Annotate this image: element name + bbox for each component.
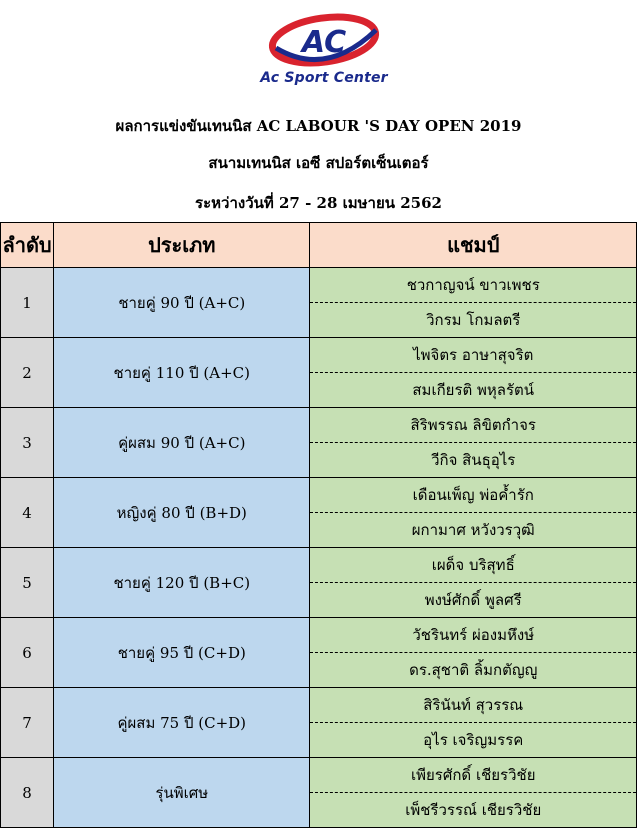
column-header-type: ประเภท [54, 223, 310, 268]
table-header-row [1, 223, 637, 268]
column-header-champion: แชมป์ [310, 223, 637, 268]
rank-cell: 3 [1, 408, 54, 478]
champion-cell: ไพจิตร อาษาสุจริต [310, 338, 637, 373]
champion-cell: อุไร เจริญมรรค [310, 723, 637, 758]
category-cell: คู่ผสม 90 ปี (A+C) [54, 408, 310, 478]
rank-cell: 8 [1, 758, 54, 828]
champion-cell: เดือนเพ็ญ พ่อค้ำรัก [310, 478, 637, 513]
champion-cell: พงษ์ศักดิ์ พูลศรี [310, 583, 637, 618]
champion-cell: สมเกียรติ พหุลรัตน์ [310, 373, 637, 408]
table-row [1, 618, 637, 653]
category-cell: หญิงคู่ 80 ปี (B+D) [54, 478, 310, 548]
rank-cell: 1 [1, 268, 54, 338]
table-row [1, 688, 637, 723]
rank-cell: 5 [1, 548, 54, 618]
category-cell: ชายคู่ 110 ปี (A+C) [54, 338, 310, 408]
category-cell: รุ่นพิเศษ [54, 758, 310, 828]
rank-cell: 2 [1, 338, 54, 408]
champion-cell: วีกิจ สินธุอุไร [310, 443, 637, 478]
champion-cell: สิริพรรณ ลิขิตกำจร [310, 408, 637, 443]
table-row [1, 268, 637, 303]
table-row [1, 338, 637, 373]
category-cell: ชายคู่ 120 ปี (B+C) [54, 548, 310, 618]
results-table [0, 222, 637, 828]
champion-cell: ชวกาญจน์ ขาวเพชร [310, 268, 637, 303]
table-row [1, 408, 637, 443]
column-header-rank: ลำดับ [1, 223, 54, 268]
rank-cell: 4 [1, 478, 54, 548]
champion-cell: เพ็ชรีวรรณ์ เชียรวิชัย [310, 793, 637, 828]
champion-cell: สิรินันท์ สุวรรณ [310, 688, 637, 723]
logo-monogram: AC [301, 25, 347, 60]
page-title: ผลการแข่งขันเทนนิส AC LABOUR 'S DAY OPEN 2019 [115, 117, 522, 135]
date-line: ระหว่างวันที่ 27 - 28 เมษายน 2562 [195, 194, 442, 212]
category-cell: ชายคู่ 90 ปี (A+C) [54, 268, 310, 338]
venue-line: สนามเทนนิส เอซี สปอร์ตเซ็นเตอร์ [208, 154, 429, 172]
champion-cell: ผกามาศ หวังวรวุฒิ [310, 513, 637, 548]
table-row [1, 478, 637, 513]
category-cell: ชายคู่ 95 ปี (C+D) [54, 618, 310, 688]
champion-cell: ดร.สุชาติ ลิ้มกตัญญู [310, 653, 637, 688]
champion-cell: วัชรินทร์ ผ่องมหึงษ์ [310, 618, 637, 653]
table-row [1, 548, 637, 583]
rank-cell: 7 [1, 688, 54, 758]
logo-name: Ac Sport Center [260, 70, 388, 86]
champion-cell: เผด็จ บริสุทธิ์ [310, 548, 637, 583]
table-row [1, 758, 637, 793]
rank-cell: 6 [1, 618, 54, 688]
champion-cell: เพียรศักดิ์ เชียรวิชัย [310, 758, 637, 793]
champion-cell: วิกรม โกมลตรี [310, 303, 637, 338]
category-cell: คู่ผสม 75 ปี (C+D) [54, 688, 310, 758]
